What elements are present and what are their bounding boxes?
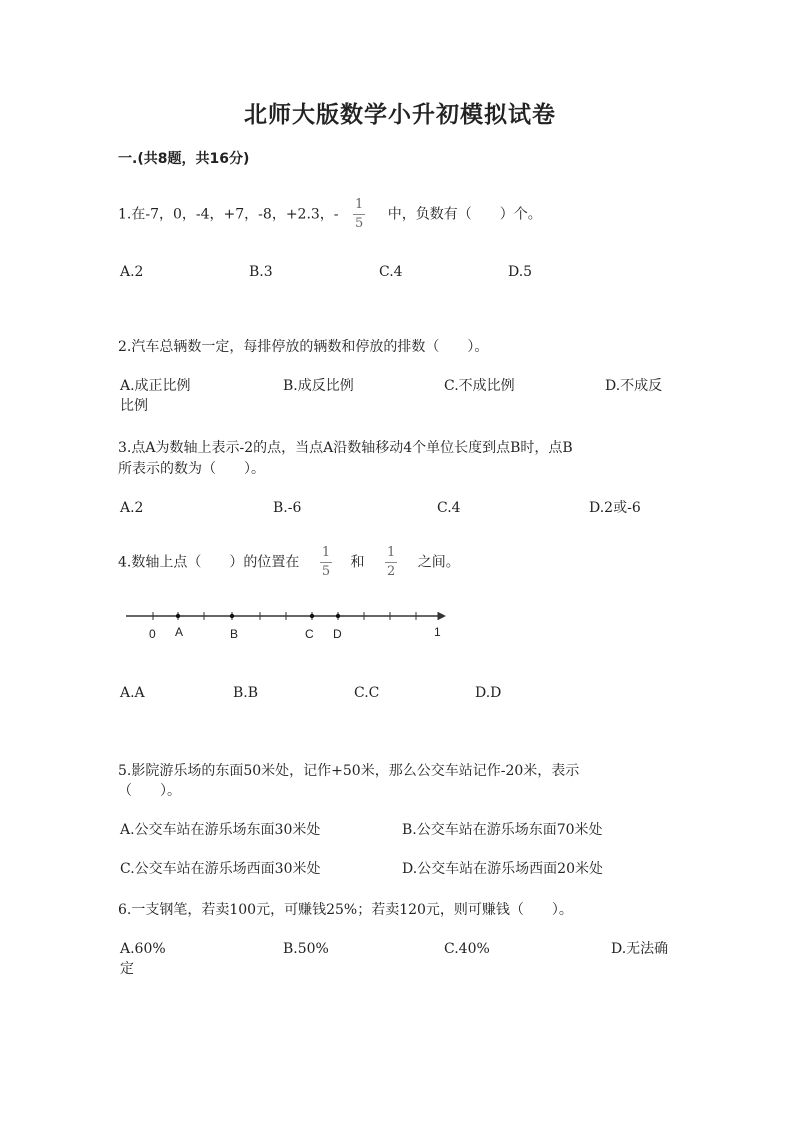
q1-option-a[interactable]: A.2 xyxy=(120,264,144,280)
fraction-denominator: 2 xyxy=(387,564,396,579)
q4-option-d[interactable]: D.D xyxy=(475,685,502,701)
question-4-suffix: 之间。 xyxy=(417,554,460,571)
number-line-arrow-icon xyxy=(438,612,446,620)
question-4-and: 和 xyxy=(350,554,365,571)
section-heading: 一.(共8题，共16分) xyxy=(118,151,250,167)
question-5-line-2: （ ）。 xyxy=(118,783,181,799)
fraction-bar xyxy=(353,214,365,215)
number-line xyxy=(120,606,460,646)
q6-option-a[interactable]: A.60% xyxy=(120,941,166,957)
label-one: 1 xyxy=(434,625,441,639)
fraction-numerator: 1 xyxy=(387,545,396,560)
question-1-suffix: 中，负数有（ ）个。 xyxy=(387,206,542,223)
q2-option-d-continued: 比例 xyxy=(120,398,148,414)
point-c-dot xyxy=(310,614,314,618)
label-d: D xyxy=(333,627,342,641)
q1-option-d[interactable]: D.5 xyxy=(508,264,533,280)
q3-option-b[interactable]: B.-6 xyxy=(273,500,302,516)
fraction-one-half xyxy=(385,546,397,579)
question-5-line-1: 5.影院游乐场的东面50米处，记作+50米，那么公交车站记作-20米，表示 xyxy=(118,763,580,779)
q4-option-c[interactable]: C.C xyxy=(354,685,380,701)
question-2: 2.汽车总辆数一定，每排停放的辆数和停放的排数（ ）。 xyxy=(118,339,489,355)
q5-option-c[interactable]: C.公交车站在游乐场西面30米处 xyxy=(120,861,321,877)
q6-option-d-continued: 定 xyxy=(120,961,134,977)
q5-option-d[interactable]: D.公交车站在游乐场西面20米处 xyxy=(402,861,603,877)
fraction-denominator: 5 xyxy=(355,216,364,231)
q2-option-d[interactable]: D.不成反 xyxy=(605,378,663,394)
q1-option-b[interactable]: B.3 xyxy=(249,264,273,280)
question-4 xyxy=(118,546,460,579)
label-b: B xyxy=(230,627,239,641)
q3-option-c[interactable]: C.4 xyxy=(437,500,461,516)
question-3-line-1: 3.点A为数轴上表示-2的点，当点A沿数轴移动4个单位长度到点B时，点B xyxy=(118,440,573,456)
q6-option-d[interactable]: D.无法确 xyxy=(611,941,669,957)
q6-option-b[interactable]: B.50% xyxy=(283,941,329,957)
page-title: 北师大版数学小升初模拟试卷 xyxy=(244,102,556,128)
question-1-prefix: 1.在-7，0，-4，+7，-8，+2.3，- xyxy=(118,206,339,223)
question-4-prefix: 4.数轴上点（ ）的位置在 xyxy=(118,554,300,571)
label-a: A xyxy=(175,625,184,639)
fraction-denominator: 5 xyxy=(321,564,331,579)
point-a-dot xyxy=(176,614,180,618)
fraction-bar xyxy=(385,562,397,563)
question-1 xyxy=(118,198,542,231)
fraction-one-fifth xyxy=(353,198,365,231)
point-b-dot xyxy=(230,614,234,618)
label-zero: 0 xyxy=(149,627,156,641)
q1-option-c[interactable]: C.4 xyxy=(379,264,403,280)
q5-option-a[interactable]: A.公交车站在游乐场东面30米处 xyxy=(120,822,321,838)
q5-option-b[interactable]: B.公交车站在游乐场东面70米处 xyxy=(402,822,603,838)
q4-option-a[interactable]: A.A xyxy=(120,685,145,701)
q3-option-a[interactable]: A.2 xyxy=(120,500,144,516)
question-3-line-2: 所表示的数为（ ）。 xyxy=(118,461,265,477)
q4-option-b[interactable]: B.B xyxy=(233,685,259,701)
q3-option-d[interactable]: D.2或-6 xyxy=(589,500,641,516)
q6-option-c[interactable]: C.40% xyxy=(444,941,490,957)
fraction-numerator: 1 xyxy=(321,545,331,560)
fraction-bar xyxy=(320,562,332,563)
fraction-one-fifth xyxy=(320,546,332,579)
label-c: C xyxy=(305,627,314,641)
fraction-numerator: 1 xyxy=(355,197,364,212)
question-6: 6.一支钢笔，若卖100元，可赚钱25%；若卖120元，则可赚钱（ ）。 xyxy=(118,902,573,918)
q2-option-a[interactable]: A.成正比例 xyxy=(120,378,191,394)
q2-option-b[interactable]: B.成反比例 xyxy=(283,378,354,394)
q2-option-c[interactable]: C.不成比例 xyxy=(444,378,515,394)
point-d-dot xyxy=(336,614,340,618)
